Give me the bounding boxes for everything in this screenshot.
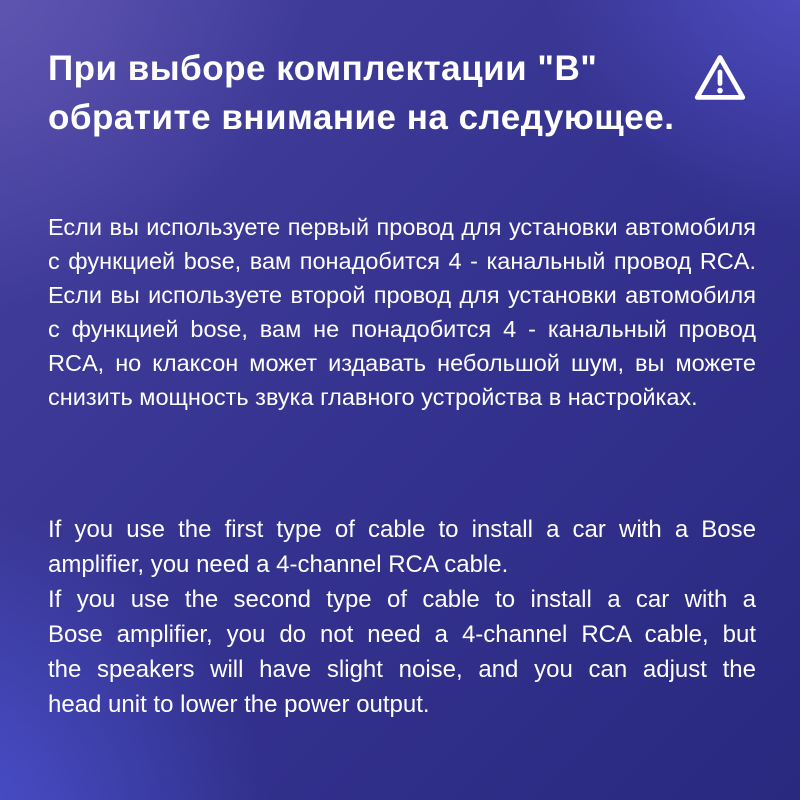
page-title — [48, 44, 688, 142]
russian-note — [48, 210, 756, 414]
text-line: Если вы используете первый провод для установки автомобиля — [48, 214, 756, 240]
warning-triangle-icon — [692, 52, 748, 104]
text-line: head unit to lower the power output. — [48, 691, 430, 718]
text-line: amplifier, you need a 4-channel RCA cable. — [48, 551, 509, 578]
text-line: RCA, но клаксон может издавать небольшой шум, вы можете — [48, 350, 756, 376]
text-line: Если вы используете второй провод для установки автомобиля — [48, 282, 756, 308]
text-line: Bose amplifier, you do not need a 4-channel RCA cable, but — [48, 621, 756, 648]
text-line: с функцией bose, вам не понадобится 4 - канальный провод — [48, 316, 756, 342]
heading-line-1: При выборе комплектации "B" — [48, 49, 598, 88]
heading-line-2: обратите внимание на следующее. — [48, 98, 675, 137]
text-line: the speakers will have slight noise, and you can adjust the — [48, 656, 756, 683]
text-line: снизить мощность звука главного устройства в настройках. — [48, 384, 698, 410]
text-line: If you use the second type of cable to install a car with a — [48, 586, 756, 613]
text-line: с функцией bose, вам понадобится 4 - канальный провод RCA. — [48, 248, 756, 274]
english-note — [48, 512, 756, 722]
text-line: If you use the first type of cable to install a car with a Bose — [48, 516, 756, 543]
